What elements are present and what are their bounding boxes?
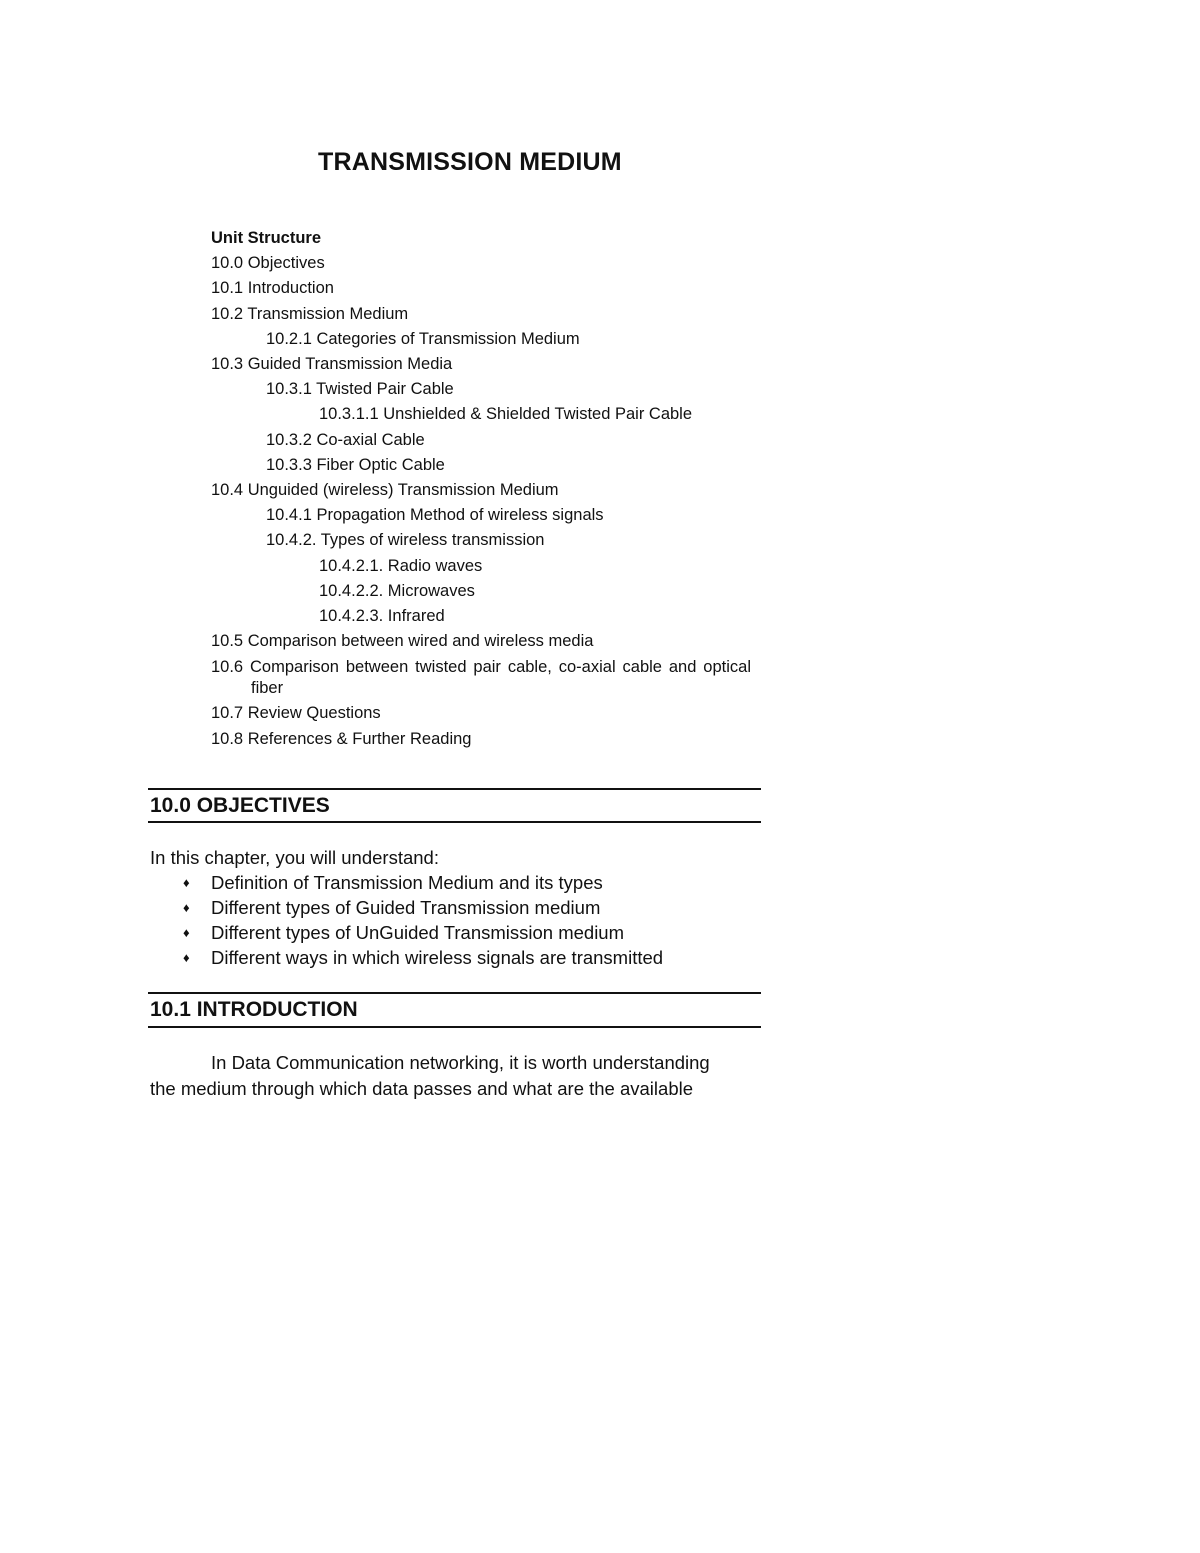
toc-item: 10.4.2. Types of wireless transmission: [266, 531, 545, 550]
toc-item: 10.2 Transmission Medium: [211, 304, 409, 323]
diamond-bullet-icon: ♦: [183, 950, 190, 965]
list-item: [183, 870, 663, 895]
toc-item: 10.4.2.3. Infrared: [319, 607, 445, 626]
toc-item: 10.5 Comparison between wired and wireless media: [211, 632, 594, 651]
toc-item: 10.3.1.1 Unshielded & Shielded Twisted Pair Cable: [319, 405, 693, 424]
introduction-paragraph: [150, 1050, 760, 1102]
toc-item: 10.4.2.1. Radio waves: [319, 556, 483, 575]
toc-item: 10.4.2.2. Microwaves: [319, 581, 475, 600]
list-item: [183, 895, 663, 920]
objectives-intro: In this chapter, you will understand:: [150, 847, 439, 868]
toc-item: 10.8 References & Further Reading: [211, 729, 472, 748]
toc-item: 10.6 Comparison between twisted pair cable, co-axial cable and optical fiber: [211, 658, 751, 698]
toc-item: 10.2.1 Categories of Transmission Medium: [266, 329, 580, 348]
diamond-bullet-icon: ♦: [183, 875, 190, 890]
toc-item: 10.7 Review Questions: [211, 704, 381, 723]
list-item: [183, 945, 663, 970]
toc-item: 10.3.2 Co-axial Cable: [266, 430, 425, 449]
objective-text: Different types of Guided Transmission medium: [211, 897, 601, 918]
objective-text: Different types of UnGuided Transmission medium: [211, 922, 625, 943]
diamond-bullet-icon: ♦: [183, 900, 190, 915]
introduction-heading: 10.1 INTRODUCTION: [148, 992, 761, 1028]
page-title: TRANSMISSION MEDIUM: [318, 148, 622, 176]
unit-structure-heading: Unit Structure: [211, 229, 322, 247]
toc-item: 10.3.1 Twisted Pair Cable: [266, 380, 454, 399]
unit-structure: [211, 226, 751, 752]
toc-item: 10.1 Introduction: [211, 279, 334, 298]
toc-item: 10.3.3 Fiber Optic Cable: [266, 455, 445, 474]
diamond-bullet-icon: ♦: [183, 925, 190, 940]
toc-item: 10.3 Guided Transmission Media: [211, 355, 453, 374]
objectives-list: [183, 870, 663, 970]
paragraph-line: the medium through which data passes and what are the available: [150, 1078, 694, 1099]
toc-item: 10.4 Unguided (wireless) Transmission Medium: [211, 481, 559, 500]
objective-text: Definition of Transmission Medium and its types: [211, 872, 603, 893]
objectives-heading: 10.0 OBJECTIVES: [148, 788, 761, 823]
toc-item: 10.4.1 Propagation Method of wireless signals: [266, 506, 604, 525]
toc-item: 10.0 Objectives: [211, 254, 325, 273]
objective-text: Different ways in which wireless signals are transmitted: [211, 947, 664, 968]
paragraph-line: In Data Communication networking, it is worth understanding: [211, 1052, 710, 1073]
list-item: [183, 920, 663, 945]
